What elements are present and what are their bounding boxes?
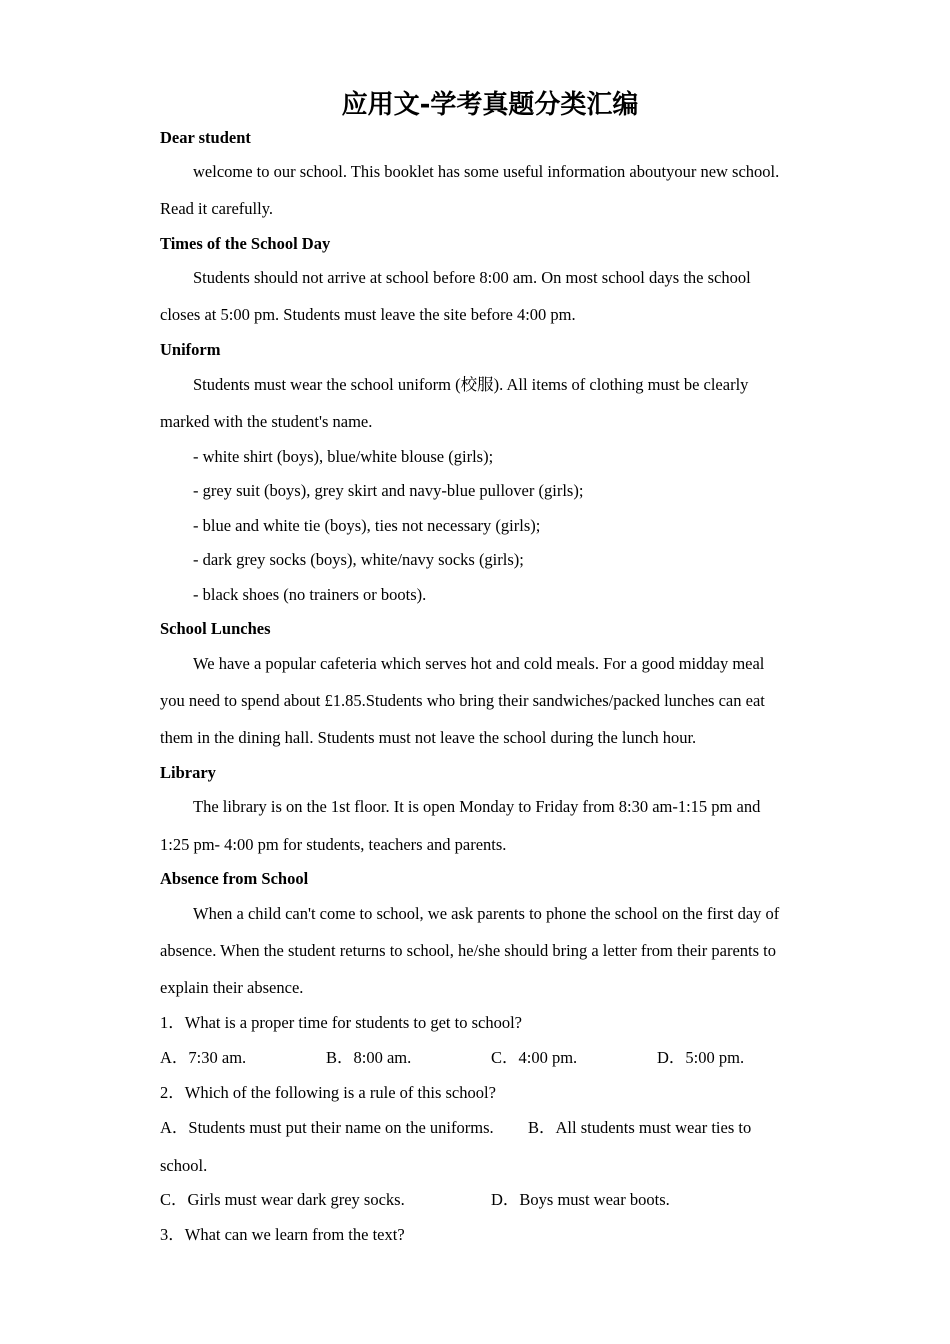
option-b-continued: school. (160, 1156, 208, 1175)
paragraph-line: closes at 5:00 pm. Students must leave the site before 4:00 pm. (160, 305, 576, 324)
greeting: Dear student (160, 128, 251, 147)
intro-line: Read it carefully. (160, 199, 274, 218)
paragraph-line: 1:25 pm- 4:00 pm for students, teachers and parents. (160, 835, 507, 854)
section-heading-uniform: Uniform (160, 340, 221, 359)
option-b: B．All students must wear ties to (528, 1118, 752, 1137)
paragraph-line: absence. When the student returns to school, he/she should bring a letter from their parents to (160, 941, 776, 960)
paragraph-line: you need to spend about £1.85.Students who bring their sandwiches/packed lunches can eat (160, 691, 765, 710)
document-title: 应用文-学考真题分类汇编 (341, 90, 639, 120)
paragraph-line: When a child can't come to school, we ask parents to phone the school on the first day of (193, 904, 780, 923)
uniform-item: - white shirt (boys), blue/white blouse (girls); (193, 447, 494, 466)
section-heading-lunches: School Lunches (160, 619, 271, 638)
section-heading-library: Library (160, 763, 216, 782)
option-b: B．8:00 am. (326, 1048, 412, 1067)
uniform-item: - black shoes (no trainers or boots). (193, 585, 427, 604)
section-heading-times: Times of the School Day (160, 234, 331, 253)
intro-line: welcome to our school. This booklet has some useful information aboutyour new school. (193, 162, 780, 181)
paragraph-line: them in the dining hall. Students must not leave the school during the lunch hour. (160, 728, 697, 747)
option-a: A．7:30 am. (160, 1048, 247, 1067)
uniform-item: - blue and white tie (boys), ties not necessary (girls); (193, 516, 541, 535)
paragraph-line: explain their absence. (160, 978, 304, 997)
option-c: C．Girls must wear dark grey socks. (160, 1190, 405, 1209)
paragraph-line: We have a popular cafeteria which serves hot and cold meals. For a good midday meal (193, 654, 765, 673)
question-stem: 2．Which of the following is a rule of this school? (160, 1083, 496, 1102)
option-a: A．Students must put their name on the uniforms. (160, 1118, 494, 1137)
uniform-item: - dark grey socks (boys), white/navy socks (girls); (193, 550, 524, 569)
paragraph-line: Students should not arrive at school before 8:00 am. On most school days the school (193, 268, 751, 287)
paragraph-line: Students must wear the school uniform (校服). All items of clothing must be clearly (193, 375, 749, 394)
paragraph-line: The library is on the 1st floor. It is open Monday to Friday from 8:30 am-1:15 pm and (193, 797, 761, 816)
uniform-item: - grey suit (boys), grey skirt and navy-blue pullover (girls); (193, 481, 584, 500)
question-stem: 3．What can we learn from the text? (160, 1225, 405, 1244)
option-c: C．4:00 pm. (491, 1048, 578, 1067)
section-heading-absence: Absence from School (160, 869, 309, 888)
option-d: D．Boys must wear boots. (491, 1190, 670, 1209)
option-d: D．5:00 pm. (657, 1048, 745, 1067)
question-stem: 1．What is a proper time for students to get to school? (160, 1013, 523, 1032)
paragraph-line: marked with the student's name. (160, 412, 373, 431)
